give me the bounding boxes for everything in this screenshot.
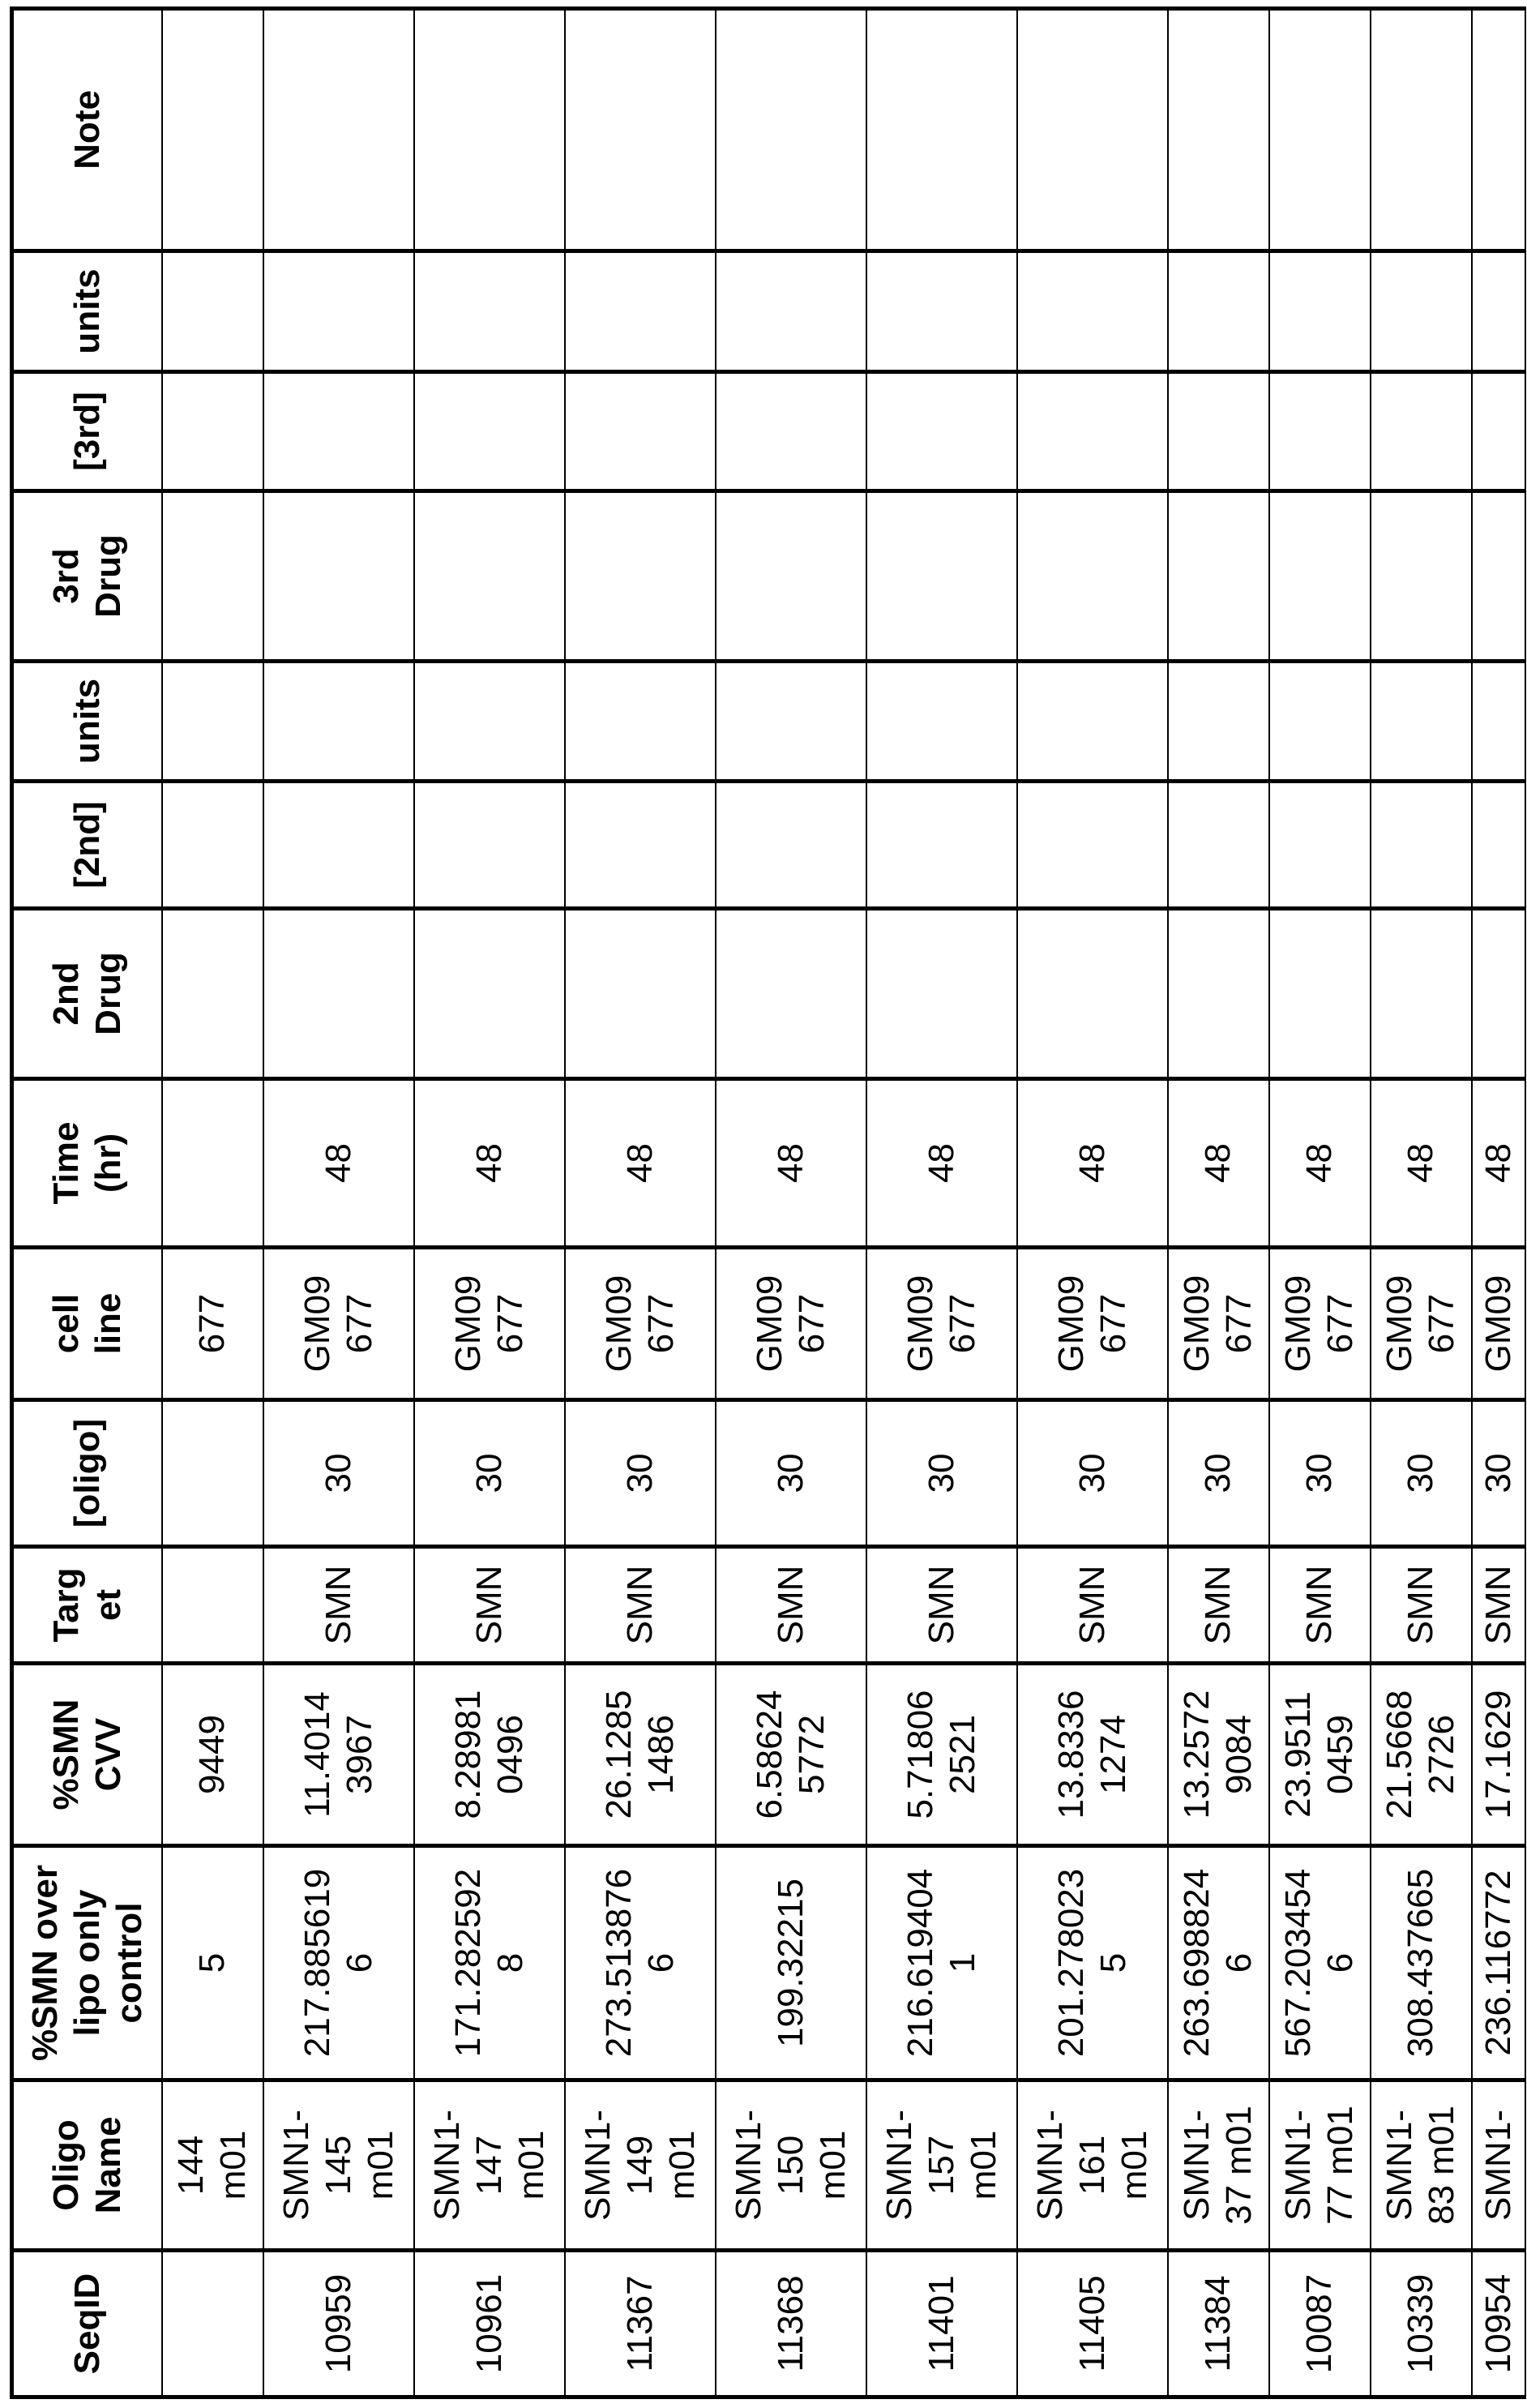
- cell-units-2nd: [565, 662, 716, 782]
- cell-smn-over-lipo: 263.698824 6: [1168, 1846, 1269, 2080]
- cell-units-3rd: [1371, 251, 1472, 372]
- cell-2nd-drug: [162, 909, 263, 1079]
- cell-smn-over-lipo: 308.437665: [1371, 1846, 1472, 2080]
- header-3rd-drug: 3rd Drug: [12, 491, 162, 662]
- cell-3rd-drug: [866, 491, 1017, 662]
- cell-seqid: 11384: [1168, 2251, 1269, 2397]
- cell-3rd-conc: [1269, 372, 1371, 491]
- header-seqid: SeqID: [12, 2251, 162, 2397]
- cell-smn-cvv: 8.28981 0496: [414, 1664, 565, 1846]
- table-row: [414, 9, 565, 2397]
- cell-seqid: 11401: [866, 2251, 1017, 2397]
- cell-cell-line: GM09 677: [866, 1248, 1017, 1400]
- cell-3rd-conc: [1168, 372, 1269, 491]
- cell-oligo-name: 144 m01: [162, 2080, 263, 2251]
- cell-cell-line: GM09 677: [1168, 1248, 1269, 1400]
- header-units-2nd: units: [12, 662, 162, 782]
- cell-smn-over-lipo: 201.278023 5: [1017, 1846, 1168, 2080]
- cell-units-2nd: [1168, 662, 1269, 782]
- cell-units-3rd: [263, 251, 414, 372]
- cell-smn-over-lipo: 199.32215: [716, 1846, 866, 2080]
- header-2nd-conc: [2nd]: [12, 782, 162, 909]
- cell-units-3rd: [716, 251, 866, 372]
- table-row: [716, 9, 866, 2397]
- cell-target: SMN: [1017, 1547, 1168, 1664]
- cell-note: [1371, 9, 1472, 251]
- cell-smn-over-lipo: 217.885619 6: [263, 1846, 414, 2080]
- cell-3rd-conc: [1472, 372, 1525, 491]
- cell-3rd-drug: [1371, 491, 1472, 662]
- cell-note: [565, 9, 716, 251]
- cell-2nd-conc: [1472, 782, 1525, 909]
- cell-cell-line: GM09 677: [263, 1248, 414, 1400]
- cell-time: 48: [1168, 1079, 1269, 1248]
- cell-oligo-conc: 30: [1168, 1400, 1269, 1547]
- cell-3rd-drug: [1472, 491, 1525, 662]
- cell-units-3rd: [162, 251, 263, 372]
- cell-3rd-conc: [414, 372, 565, 491]
- cell-units-2nd: [1472, 662, 1525, 782]
- cell-cell-line: 677: [162, 1248, 263, 1400]
- cell-3rd-drug: [1269, 491, 1371, 662]
- cell-units-2nd: [414, 662, 565, 782]
- cell-target: SMN: [1269, 1547, 1371, 1664]
- cell-oligo-name: SMN1- 157 m01: [866, 2080, 1017, 2251]
- header-smn-cvv: %SMN CVV: [12, 1664, 162, 1846]
- cell-units-2nd: [1017, 662, 1168, 782]
- cell-target: SMN: [866, 1547, 1017, 1664]
- cell-note: [1269, 9, 1371, 251]
- cell-units-3rd: [1168, 251, 1269, 372]
- cell-seqid: 11367: [565, 2251, 716, 2397]
- cell-cell-line: GM09 677: [565, 1248, 716, 1400]
- cell-3rd-conc: [1017, 372, 1168, 491]
- cell-oligo-conc: 30: [1269, 1400, 1371, 1547]
- header-oligo-name: Oligo Name: [12, 2080, 162, 2251]
- cell-2nd-conc: [263, 782, 414, 909]
- header-time: Time (hr): [12, 1079, 162, 1248]
- cell-2nd-conc: [1269, 782, 1371, 909]
- header-2nd-drug: 2nd Drug: [12, 909, 162, 1079]
- cell-seqid: 11368: [716, 2251, 866, 2397]
- cell-2nd-conc: [1168, 782, 1269, 909]
- cell-seqid: 10954: [1472, 2251, 1525, 2397]
- cell-seqid: 10339: [1371, 2251, 1472, 2397]
- cell-3rd-conc: [263, 372, 414, 491]
- cell-note: [866, 9, 1017, 251]
- cell-target: SMN: [1472, 1547, 1525, 1664]
- cell-target: SMN: [565, 1547, 716, 1664]
- cell-units-2nd: [263, 662, 414, 782]
- cell-3rd-conc: [162, 372, 263, 491]
- cell-oligo-name: SMN1- 161 m01: [1017, 2080, 1168, 2251]
- cell-units-2nd: [716, 662, 866, 782]
- cell-time: 48: [414, 1079, 565, 1248]
- table-row: [1017, 9, 1168, 2397]
- cell-2nd-conc: [866, 782, 1017, 909]
- cell-target: SMN: [1168, 1547, 1269, 1664]
- table-body: [162, 9, 1525, 2397]
- cell-note: [1168, 9, 1269, 251]
- cell-units-3rd: [414, 251, 565, 372]
- cell-oligo-name: SMN1- 149 m01: [565, 2080, 716, 2251]
- cell-oligo-conc: 30: [1017, 1400, 1168, 1547]
- cell-units-3rd: [866, 251, 1017, 372]
- cell-smn-over-lipo: 216.619404 1: [866, 1846, 1017, 2080]
- cell-units-3rd: [1269, 251, 1371, 372]
- cell-2nd-conc: [1017, 782, 1168, 909]
- cell-note: [1472, 9, 1525, 251]
- cell-oligo-name: SMN1- 147 m01: [414, 2080, 565, 2251]
- header-cell-line: cell line: [12, 1248, 162, 1400]
- cell-smn-cvv: 9449: [162, 1664, 263, 1846]
- cell-smn-cvv: 13.2572 9084: [1168, 1664, 1269, 1846]
- cell-target: SMN: [1371, 1547, 1472, 1664]
- cell-smn-over-lipo: 236.116772: [1472, 1846, 1525, 2080]
- cell-time: 48: [1269, 1079, 1371, 1248]
- cell-units-3rd: [1017, 251, 1168, 372]
- header-target: Targ et: [12, 1547, 162, 1664]
- cell-3rd-conc: [1371, 372, 1472, 491]
- cell-oligo-conc: 30: [263, 1400, 414, 1547]
- cell-note: [162, 9, 263, 251]
- cell-units-2nd: [1371, 662, 1472, 782]
- cell-cell-line: GM09 677: [716, 1248, 866, 1400]
- cell-2nd-drug: [1017, 909, 1168, 1079]
- cell-oligo-name: SMN1- 83 m01: [1371, 2080, 1472, 2251]
- cell-time: 48: [1371, 1079, 1472, 1248]
- table-row: [1168, 9, 1269, 2397]
- cell-units-3rd: [565, 251, 716, 372]
- header-units-3rd: units: [12, 251, 162, 372]
- cell-cell-line: GM09 677: [1371, 1248, 1472, 1400]
- cell-2nd-drug: [866, 909, 1017, 1079]
- cell-oligo-conc: 30: [1371, 1400, 1472, 1547]
- cell-oligo-conc: 30: [866, 1400, 1017, 1547]
- cell-seqid: 11405: [1017, 2251, 1168, 2397]
- header-3rd-conc: [3rd]: [12, 372, 162, 491]
- cell-note: [414, 9, 565, 251]
- cell-oligo-conc: 30: [1472, 1400, 1525, 1547]
- table-row: [162, 9, 263, 2397]
- cell-target: SMN: [263, 1547, 414, 1664]
- cell-2nd-drug: [716, 909, 866, 1079]
- cell-cell-line: GM09 677: [414, 1248, 565, 1400]
- cell-3rd-drug: [263, 491, 414, 662]
- cell-2nd-conc: [1371, 782, 1472, 909]
- cell-2nd-drug: [263, 909, 414, 1079]
- cell-2nd-conc: [565, 782, 716, 909]
- cell-oligo-conc: 30: [414, 1400, 565, 1547]
- cell-smn-cvv: 23.9511 0459: [1269, 1664, 1371, 1846]
- cell-smn-over-lipo: 171.282592 8: [414, 1846, 565, 2080]
- cell-note: [1017, 9, 1168, 251]
- cell-units-2nd: [866, 662, 1017, 782]
- cell-oligo-name: SMN1-: [1472, 2080, 1525, 2251]
- cell-2nd-drug: [1371, 909, 1472, 1079]
- header-row: [12, 9, 162, 2397]
- cell-smn-cvv: 17.1629: [1472, 1664, 1525, 1846]
- cell-3rd-drug: [1168, 491, 1269, 662]
- cell-smn-cvv: 21.5668 2726: [1371, 1664, 1472, 1846]
- cell-time: 48: [1017, 1079, 1168, 1248]
- cell-oligo-name: SMN1- 145 m01: [263, 2080, 414, 2251]
- cell-time: 48: [716, 1079, 866, 1248]
- cell-smn-cvv: 26.1285 1486: [565, 1664, 716, 1846]
- cell-cell-line: GM09 677: [1269, 1248, 1371, 1400]
- cell-3rd-conc: [866, 372, 1017, 491]
- cell-3rd-drug: [414, 491, 565, 662]
- cell-2nd-drug: [1168, 909, 1269, 1079]
- cell-oligo-name: SMN1- 77 m01: [1269, 2080, 1371, 2251]
- cell-time: 48: [565, 1079, 716, 1248]
- cell-smn-cvv: 5.71806 2521: [866, 1664, 1017, 1846]
- cell-target: [162, 1547, 263, 1664]
- cell-oligo-name: SMN1- 37 m01: [1168, 2080, 1269, 2251]
- cell-cell-line: GM09: [1472, 1248, 1525, 1400]
- cell-2nd-drug: [565, 909, 716, 1079]
- cell-2nd-conc: [162, 782, 263, 909]
- cell-note: [263, 9, 414, 251]
- cell-seqid: [162, 2251, 263, 2397]
- cell-smn-cvv: 6.58624 5772: [716, 1664, 866, 1846]
- cell-3rd-drug: [162, 491, 263, 662]
- cell-smn-over-lipo: 273.513876 6: [565, 1846, 716, 2080]
- cell-2nd-drug: [1269, 909, 1371, 1079]
- cell-smn-over-lipo: 5: [162, 1846, 263, 2080]
- cell-smn-over-lipo: 567.203454 6: [1269, 1846, 1371, 2080]
- cell-2nd-drug: [1472, 909, 1525, 1079]
- header-oligo-conc: [oligo]: [12, 1400, 162, 1547]
- cell-3rd-drug: [716, 491, 866, 662]
- cell-2nd-conc: [414, 782, 565, 909]
- cell-3rd-drug: [1017, 491, 1168, 662]
- cell-note: [716, 9, 866, 251]
- cell-time: 48: [1472, 1079, 1525, 1248]
- data-table: [10, 6, 1526, 2399]
- cell-time: 48: [263, 1079, 414, 1248]
- cell-seqid: 10959: [263, 2251, 414, 2397]
- cell-units-3rd: [1472, 251, 1525, 372]
- cell-oligo-name: SMN1- 150 m01: [716, 2080, 866, 2251]
- header-smn-over-lipo: %SMN over lipo only control: [12, 1846, 162, 2080]
- cell-seqid: 10961: [414, 2251, 565, 2397]
- cell-oligo-conc: [162, 1400, 263, 1547]
- cell-smn-cvv: 13.8336 1274: [1017, 1664, 1168, 1846]
- rotated-page: [10, 11, 1524, 2399]
- cell-seqid: 10087: [1269, 2251, 1371, 2397]
- table-row: [263, 9, 414, 2397]
- cell-units-2nd: [162, 662, 263, 782]
- cell-3rd-drug: [565, 491, 716, 662]
- cell-2nd-conc: [716, 782, 866, 909]
- cell-units-2nd: [1269, 662, 1371, 782]
- table-row: [1472, 9, 1525, 2397]
- cell-target: SMN: [716, 1547, 866, 1664]
- table-row: [866, 9, 1017, 2397]
- cell-2nd-drug: [414, 909, 565, 1079]
- cell-cell-line: GM09 677: [1017, 1248, 1168, 1400]
- cell-3rd-conc: [716, 372, 866, 491]
- table-row: [1371, 9, 1472, 2397]
- cell-target: SMN: [414, 1547, 565, 1664]
- header-note: Note: [12, 9, 162, 251]
- cell-oligo-conc: 30: [716, 1400, 866, 1547]
- cell-smn-cvv: 11.4014 3967: [263, 1664, 414, 1846]
- cell-time: 48: [866, 1079, 1017, 1248]
- cell-time: [162, 1079, 263, 1248]
- cell-3rd-conc: [565, 372, 716, 491]
- table-row: [1269, 9, 1371, 2397]
- cell-oligo-conc: 30: [565, 1400, 716, 1547]
- table-row: [565, 9, 716, 2397]
